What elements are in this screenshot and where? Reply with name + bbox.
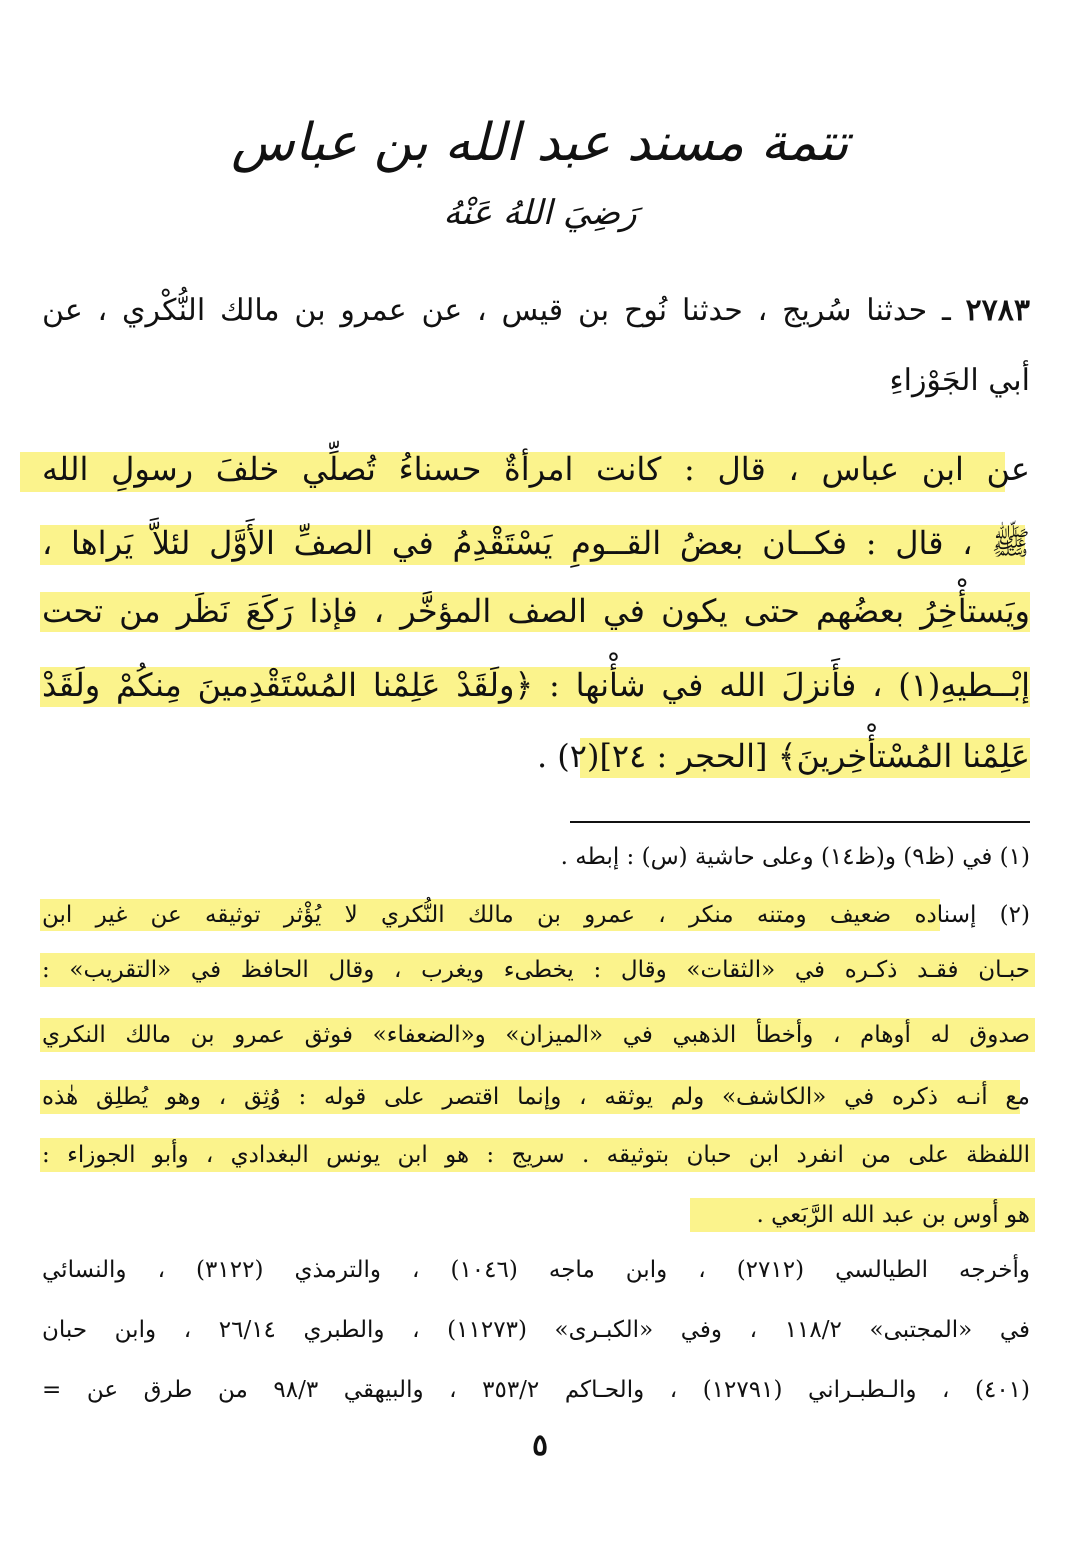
hadith-text-line: ويَستأْخِرُ بعضُهم حتى يكون في الصف المؤخَّر ، فإذا رَكَعَ نَظَر من تحت — [42, 592, 1030, 630]
hadith-text-line: عن ابن عباس ، قال : كانت امرأةٌ حسناءُ تُصلِّي خلفَ رسولِ الله — [42, 450, 1030, 488]
footnote-separator — [570, 821, 1030, 823]
hadith-chain-line: أبي الجَوْزاءِ — [889, 363, 1030, 398]
section-subtitle: رَضِيَ اللهُ عَنْهُ — [443, 193, 637, 233]
hadith-text-line: عَلِمْنا المُسْتأْخِرينَ﴾ [الحجر : ٢٤](٢) . — [536, 737, 1030, 775]
section-title: تتمة مسند عبد الله بن عباس — [231, 113, 849, 173]
footnote-line: (١) في (ظ٩) و(ظ١٤) وعلى حاشية (س) : إبطه . — [560, 844, 1030, 870]
footnote-line: اللفظة على من انفرد ابن حبان بتوثيقه . سريج : هو ابن يونس البغدادي ، وأبو الجوزاء : — [42, 1142, 1030, 1168]
page-number: ٥ — [531, 1428, 549, 1463]
footnote-line: (٢) إسناده ضعيف ومتنه منكر ، عمرو بن مالك النُّكري لا يُؤْثر توثيقه عن غير ابن — [42, 902, 1030, 928]
footnote-line: وأخرجه الطيالسي (٢٧١٢) ، وابن ماجه (١٠٤٦) ، والترمذي (٣١٢٢) ، والنسائي — [42, 1257, 1030, 1283]
footnote-line: مع أنـه ذكره في «الكاشف» ولم يوثقه ، وإنما اقتصر على قوله : وُثِق ، وهو يُطلِق هٰذه — [42, 1084, 1030, 1110]
footnote-line: هو أوس بن عبد الله الرَّبَعي . — [756, 1202, 1030, 1228]
footnote-line: صدوق له أوهام ، وأخطأ الذهبي في «الميزان» و«الضعفاء» فوثق عمرو بن مالك النكري — [42, 1022, 1030, 1048]
footnote-line: في «المجتبى» ١١٨/٢ ، وفي «الكبـرى» (١١٢٧٣) ، والطبري ٢٦/١٤ ، وابن حبان — [42, 1317, 1030, 1343]
footnote-line: (٤٠١) ، والـطبـراني (١٢٧٩١) ، والحـاكم ٣٥٣/٢ ، والبيهقي ٩٨/٣ من طرق عن = — [42, 1377, 1031, 1403]
hadith-number: ٢٧٨٣ — [965, 293, 1030, 328]
hadith-text-line: ﷺ ، قال : فكــان بعضُ القــومِ يَسْتَقْدِمُ في الصفِّ الأَوَّل لئلاَّ يَراها ، — [42, 524, 1030, 562]
hadith-text-line: إبْــطيهِ(١) ، فأَنزلَ الله في شأْنها : ﴿ولَقَدْ عَلِمْنا المُسْتَقْدِمينَ مِنكُمْ ولَقَدْ — [42, 666, 1030, 704]
hadith-chain-line: ٢٧٨٣ ـ حدثنا سُريج ، حدثنا نُوح بن قيس ، عن عمرو بن مالك النُّكْري ، عن — [42, 293, 1030, 328]
footnote-line: حبـان فقـد ذكـره في «الثقات» وقال : يخطىء ويغرب ، وقال الحافظ في «التقريب» : — [42, 957, 1030, 983]
